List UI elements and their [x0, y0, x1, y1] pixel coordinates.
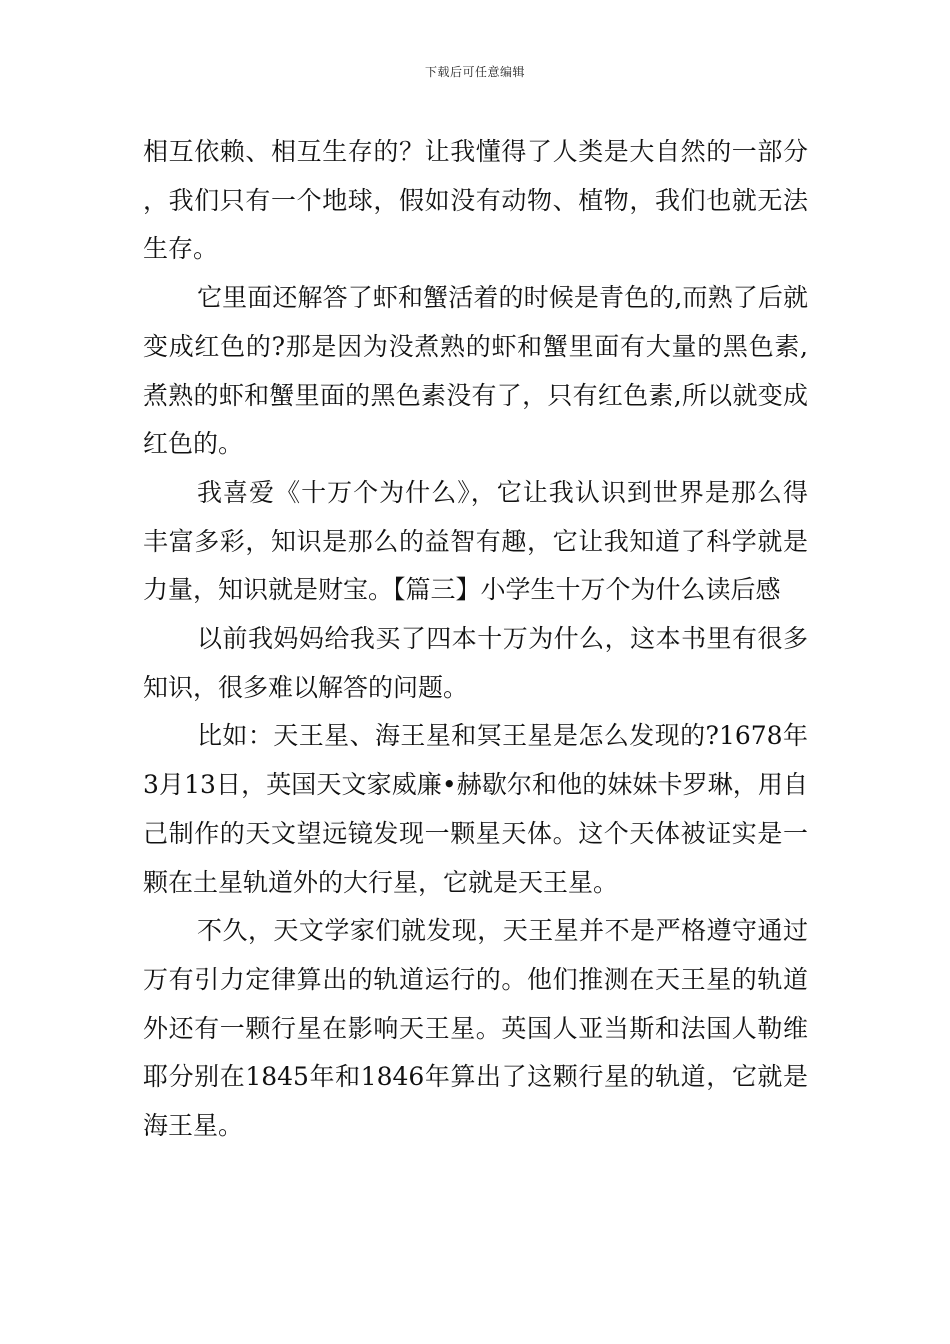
document-body — [143, 128, 808, 1151]
paragraph-4: 以前我妈妈给我买了四本十万为什么，这本书里有很多知识，很多难以解答的问题。 — [143, 624, 808, 702]
paragraph-5: 比如：天王星、海王星和冥王星是怎么发现的?1678年3月13日，英国天文家威廉•赫歇尔和他的妹妹卡罗琳，用自己制作的天文望远镜发现一颗星天体。这个天体被证实是一颗在土星轨道外的大行星，它就是天王星。 — [143, 721, 808, 897]
paragraph-2: 它里面还解答了虾和蟹活着的时候是青色的,而熟了后就变成红色的?那是因为没煮熟的虾和蟹里面有大量的黑色素,煮熟的虾和蟹里面的黑色素没有了，只有红色素,所以就变成红色的。 — [143, 283, 808, 459]
page-header: 下载后可任意编辑 — [424, 65, 525, 79]
paragraph-6: 不久，天文学家们就发现，天王星并不是严格遵守通过万有引力定律算出的轨道运行的。他们推测在天王星的轨道外还有一颗行星在影响天王星。英国人亚当斯和法国人勒维耶分别在1845年和1846年算出了这颗行星的轨道，它就是海王星。 — [143, 916, 808, 1141]
paragraph-3: 我喜爱《十万个为什么》，它让我认识到世界是那么得丰富多彩，知识是那么的益智有趣，它让我知道了科学就是力量，知识就是财宝。【篇三】小学生十万个为什么读后感 — [143, 477, 808, 605]
paragraph-1: 相互依赖、相互生存的？让我懂得了人类是大自然的一部分，我们只有一个地球，假如没有动物、植物，我们也就无法生存。 — [143, 137, 808, 264]
